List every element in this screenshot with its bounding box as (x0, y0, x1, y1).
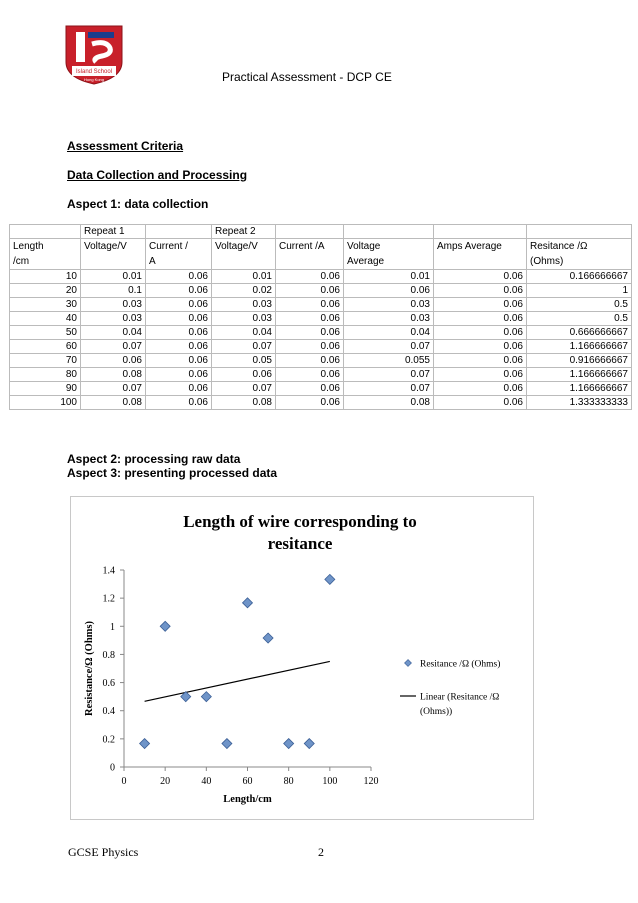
table-cell: 0.08 (81, 396, 146, 410)
table-cell: 0.03 (344, 298, 434, 312)
x-tick-label: 40 (201, 776, 212, 787)
legend-series-label: Resitance /Ω (Ohms) (420, 659, 501, 670)
heading-assessment-criteria: Assessment Criteria (67, 139, 184, 153)
logo-subtext: Hong Kong (83, 77, 105, 82)
table-row (10, 312, 632, 326)
data-point (222, 739, 232, 749)
table-cell: 0.06 (146, 396, 212, 410)
table-cell: 1.166666667 (527, 340, 632, 354)
table-cell: 1 (527, 284, 632, 298)
data-point (140, 739, 150, 749)
table-cell: 0.06 (276, 396, 344, 410)
table-cell: 0.055 (344, 354, 434, 368)
y-tick-label: 0.4 (102, 706, 115, 718)
y-tick-label: 1.2 (102, 593, 115, 605)
table-cell: 0.06 (434, 340, 527, 354)
page-header-title: Practical Assessment - DCP CE (222, 70, 392, 84)
table-row (10, 340, 632, 354)
table-cell: 0.04 (344, 326, 434, 340)
table-cell: 0.06 (434, 284, 527, 298)
x-axis-label: Length/cm (223, 794, 272, 805)
y-tick-label: 1 (110, 621, 115, 633)
y-tick-label: 0 (110, 762, 115, 774)
table-cell: 0.06 (434, 382, 527, 396)
header-line-2 (279, 254, 340, 267)
header-line-2: /cm (13, 256, 30, 267)
table-cell: 0.666666667 (527, 326, 632, 340)
table-cell: 0.916666667 (527, 354, 632, 368)
table-cell: 0.05 (212, 354, 276, 368)
table-row (10, 326, 632, 340)
header-line-1: Current / (149, 241, 188, 252)
header-line-1: Amps Average (437, 241, 502, 252)
table-cell: 0.06 (276, 354, 344, 368)
table-cell: 0.06 (146, 368, 212, 382)
table-cell: 0.08 (212, 396, 276, 410)
table-cell: 0.06 (146, 270, 212, 284)
table-cell: 0.5 (527, 312, 632, 326)
table-cell: 0.06 (276, 298, 344, 312)
data-point (243, 598, 253, 608)
table-row (10, 284, 632, 298)
scatter-chart (70, 496, 532, 818)
header-line-2: Average (347, 256, 385, 267)
legend-trendline-label-2: (Ohms)) (420, 707, 453, 717)
table-row (10, 396, 632, 410)
x-tick-label: 120 (363, 776, 379, 787)
table-cell: 0.166666667 (527, 270, 632, 284)
header-line-1: Voltage/V (215, 241, 258, 252)
table-cell: 0.06 (276, 312, 344, 326)
table-group-cell (146, 225, 212, 239)
table-header-cell (212, 239, 276, 270)
table-header-cell (344, 239, 434, 270)
table-cell: 60 (10, 340, 81, 354)
table-cell: 0.03 (212, 312, 276, 326)
table-cell: 0.02 (212, 284, 276, 298)
heading-aspect-3: Aspect 3: presenting processed data (67, 466, 278, 480)
header-line-2: A (149, 256, 156, 267)
table-group-cell (434, 225, 527, 239)
y-tick-label: 0.2 (102, 734, 115, 746)
x-tick-label: 20 (160, 776, 171, 787)
table-cell: 0.01 (344, 270, 434, 284)
y-axis-label: Resistance/Ω (Ohms) (84, 620, 95, 717)
table-row (10, 368, 632, 382)
data-point (304, 739, 314, 749)
table-cell: 30 (10, 298, 81, 312)
heading-data-collection: Data Collection and Processing (67, 168, 248, 182)
table-cell: 1.166666667 (527, 368, 632, 382)
table-cell: 80 (10, 368, 81, 382)
table-cell: 0.06 (212, 368, 276, 382)
logo-text: Island School (75, 69, 113, 75)
table-group-cell (10, 225, 81, 239)
heading-aspect-1: Aspect 1: data collection (67, 197, 209, 211)
x-tick-label: 60 (242, 776, 253, 787)
data-point (263, 633, 273, 643)
y-tick-label: 0.8 (102, 649, 115, 661)
y-tick-label: 1.4 (102, 565, 115, 577)
table-cell: 10 (10, 270, 81, 284)
table-cell: 0.06 (81, 354, 146, 368)
table-cell: 0.1 (81, 284, 146, 298)
table-group-cell (276, 225, 344, 239)
table-group-row (10, 225, 632, 239)
table-cell: 0.03 (212, 298, 276, 312)
table-cell: 0.07 (344, 382, 434, 396)
table-cell: 0.08 (344, 396, 434, 410)
school-logo (62, 22, 126, 86)
table-cell: 0.06 (276, 368, 344, 382)
trendline (145, 661, 330, 701)
table-cell: 0.06 (276, 270, 344, 284)
x-tick-label: 100 (322, 776, 338, 787)
table-group-cell (344, 225, 434, 239)
table-header-cell (527, 239, 632, 270)
table-cell: 0.03 (344, 312, 434, 326)
table-cell: 0.06 (146, 382, 212, 396)
table-cell: 0.06 (434, 298, 527, 312)
table-cell: 0.07 (344, 340, 434, 354)
table-cell: 0.06 (434, 270, 527, 284)
table-cell: 0.01 (212, 270, 276, 284)
table-header-row (10, 239, 632, 270)
table-row (10, 382, 632, 396)
table-cell: 0.06 (344, 284, 434, 298)
table-cell: 0.06 (276, 326, 344, 340)
header-line-2 (437, 254, 523, 267)
table-cell: 20 (10, 284, 81, 298)
data-point (160, 621, 170, 631)
table-cell: 0.06 (276, 284, 344, 298)
header-line-1: Voltage (347, 241, 381, 252)
header-line-1: Length (13, 241, 44, 252)
table-header-cell (10, 239, 81, 270)
table-cell: 0.06 (276, 340, 344, 354)
data-point (325, 574, 335, 584)
heading-aspect-2: Aspect 2: processing raw data (67, 452, 241, 466)
header-line-2 (215, 254, 272, 267)
table-cell: 0.08 (81, 368, 146, 382)
table-cell: 100 (10, 396, 81, 410)
table-cell: 1.333333333 (527, 396, 632, 410)
chart-title: resitance (267, 534, 333, 553)
table-header-cell (81, 239, 146, 270)
footer-page-number: 2 (318, 845, 324, 859)
table-cell: 0.06 (146, 298, 212, 312)
table-row (10, 298, 632, 312)
table-cell: 1.166666667 (527, 382, 632, 396)
table-group-cell: Repeat 1 (81, 225, 146, 239)
table-cell: 0.03 (81, 298, 146, 312)
legend-marker (405, 660, 412, 667)
header-line-2: (Ohms) (530, 256, 564, 267)
table-header-cell (434, 239, 527, 270)
table-row (10, 270, 632, 284)
table-cell: 0.03 (81, 312, 146, 326)
table-cell: 0.06 (146, 284, 212, 298)
header-line-1: Current /A (279, 241, 325, 252)
y-tick-label: 0.6 (102, 678, 115, 690)
data-table (9, 224, 632, 410)
table-cell: 0.06 (434, 368, 527, 382)
table-cell: 90 (10, 382, 81, 396)
table-cell: 0.06 (434, 396, 527, 410)
header-line-1: Resitance /Ω (530, 241, 588, 252)
table-cell: 50 (10, 326, 81, 340)
table-header-cell (276, 239, 344, 270)
data-point (284, 739, 294, 749)
table-cell: 0.07 (212, 340, 276, 354)
table-cell: 0.06 (276, 382, 344, 396)
data-point (201, 692, 211, 702)
table-cell: 0.04 (212, 326, 276, 340)
table-header-cell (146, 239, 212, 270)
table-cell: 70 (10, 354, 81, 368)
legend-trendline-label: Linear (Resitance /Ω (420, 692, 500, 703)
footer-course: GCSE Physics (68, 845, 139, 859)
table-cell: 0.01 (81, 270, 146, 284)
header-line-2 (84, 254, 142, 267)
table-row (10, 354, 632, 368)
table-cell: 0.07 (212, 382, 276, 396)
table-cell: 0.5 (527, 298, 632, 312)
table-cell: 0.06 (434, 312, 527, 326)
table-cell: 0.06 (146, 326, 212, 340)
table-cell: 0.07 (81, 382, 146, 396)
table-cell: 0.06 (146, 340, 212, 354)
table-cell: 40 (10, 312, 81, 326)
header-line-1: Voltage/V (84, 241, 127, 252)
table-cell: 0.06 (146, 354, 212, 368)
table-cell: 0.06 (434, 354, 527, 368)
table-cell: 0.06 (146, 312, 212, 326)
table-cell: 0.07 (81, 340, 146, 354)
table-cell: 0.07 (344, 368, 434, 382)
table-group-cell: Repeat 2 (212, 225, 276, 239)
table-cell: 0.06 (434, 326, 527, 340)
x-tick-label: 0 (121, 776, 127, 787)
chart-title: Length of wire corresponding to (183, 512, 417, 531)
x-tick-label: 80 (283, 776, 294, 787)
table-cell: 0.04 (81, 326, 146, 340)
table-group-cell (527, 225, 632, 239)
